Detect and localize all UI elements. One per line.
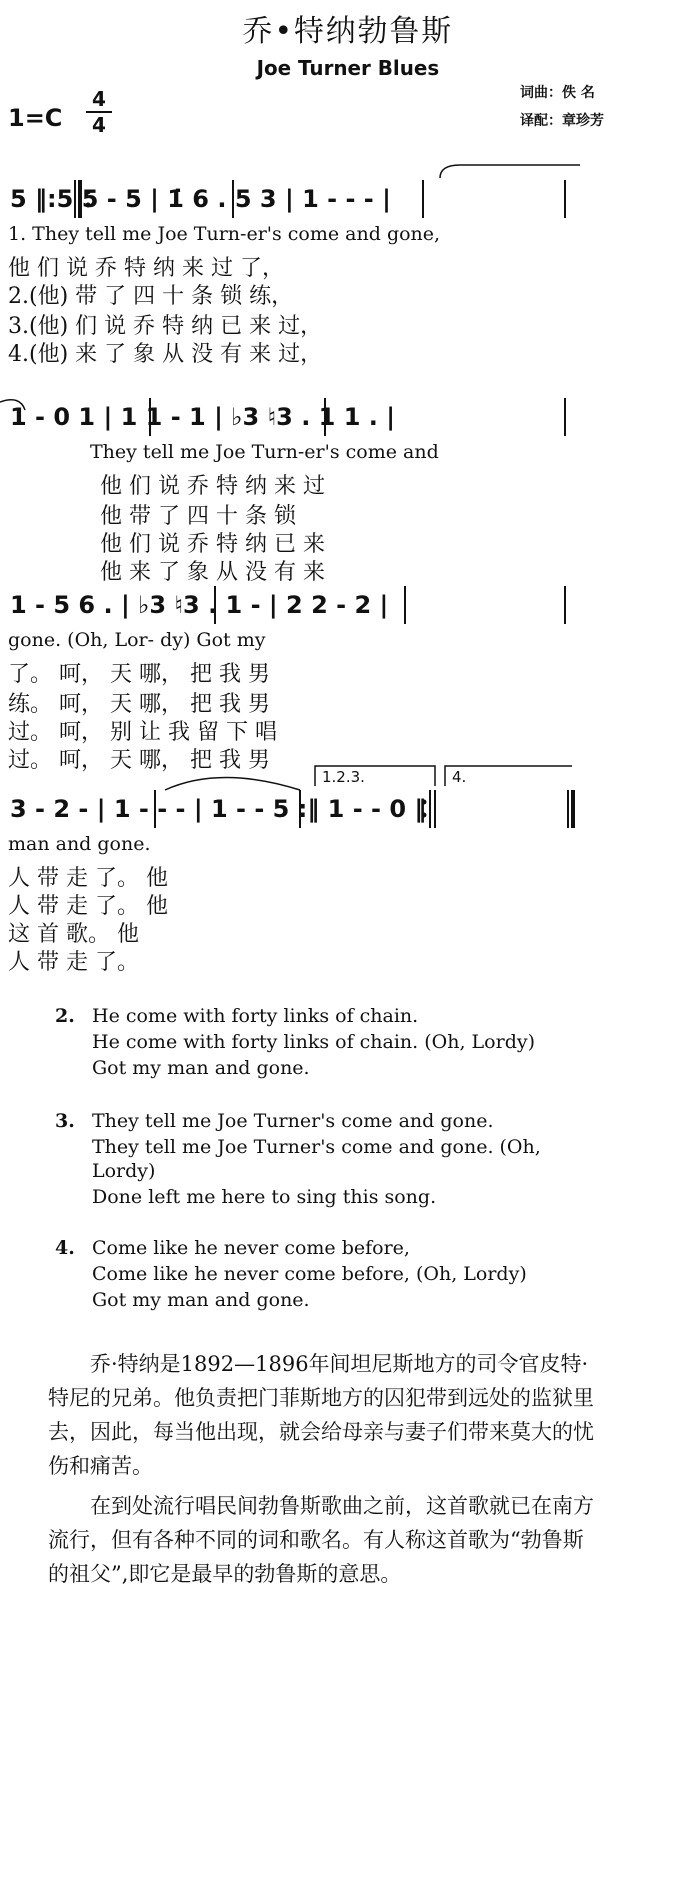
lyric-line: 他 们 说 乔 特 纳 来 过 了， — [8, 256, 284, 281]
note-line: 流行，但有各种不同的词和歌名。有人称这首歌为“勃鲁斯 — [48, 1528, 584, 1552]
verse-line: Come like he never come before, — [92, 1237, 410, 1259]
key-signature: 1=C — [8, 104, 63, 132]
meter-top: 4 — [92, 87, 106, 111]
volta-second-ending: 4. — [452, 768, 467, 786]
lyric-line: 3.(他) 们 说 乔 特 纳 已 来 过， — [8, 314, 323, 339]
verse-line: Got my man and gone. — [92, 1057, 310, 1079]
score-notes-system-1: 5 ‖:5 5 - 5 | 1̇ 6 . 5 3 | 1 - - - | — [10, 185, 391, 213]
verse-line: Done left me here to sing this song. — [92, 1186, 437, 1208]
lyric-line: They tell me Joe Turn-er's come and — [90, 441, 439, 463]
lyric-line: 过。 呵， 别 让 我 留 下 唱 — [8, 720, 277, 745]
note-line: 特尼的兄弟。他负责把门菲斯地方的囚犯带到远处的监狱里 — [48, 1386, 594, 1410]
lyric-line: 人 带 走 了。 他 — [8, 866, 168, 891]
lyric-line: 这 首 歌。 他 — [8, 922, 139, 947]
song-title-chinese: 乔•特纳勃鲁斯 — [242, 14, 454, 49]
lyric-line: 2.(他) 带 了 四 十 条 锁 练， — [8, 284, 294, 309]
verse-line: Come like he never come before, (Oh, Lordy) — [92, 1263, 527, 1285]
credit-composer: 词曲：佚 名 — [520, 85, 595, 101]
score-notes-system-4: 3 - 2 - | 1 - - - | 1 - - 5 :‖ 1 - - 0 ‖ — [10, 795, 427, 823]
lyric-line: 4.(他) 来 了 象 从 没 有 来 过， — [8, 342, 323, 367]
credit-arranger: 译配：章珍芳 — [520, 113, 604, 129]
note-line: 伤和痛苦。 — [48, 1454, 153, 1478]
note-line: 的祖父”,即它是最早的勃鲁斯的意思。 — [48, 1562, 402, 1586]
score-notes-system-2: 1 - 0 1 | 1 1 - 1 | ♭3 ♮3 . 1 1 . | — [10, 403, 396, 431]
verse-number: 3. — [55, 1110, 75, 1132]
note-line: 在到处流行唱民间勃鲁斯歌曲之前，这首歌就已在南方 — [90, 1494, 594, 1518]
verse-number: 2. — [55, 1005, 75, 1027]
verse-line: They tell me Joe Turner's come and gone. — [92, 1110, 494, 1132]
song-title-english: Joe Turner Blues — [256, 56, 440, 80]
meter-bottom: 4 — [92, 113, 106, 137]
lyric-line: 人 带 走 了。 他 — [8, 894, 168, 919]
lyric-line: 他 们 说 乔 特 纳 来 过 — [100, 474, 325, 499]
verse-line: He come with forty links of chain. — [92, 1005, 419, 1027]
lyric-line: gone. (Oh, Lor- dy) Got my — [8, 629, 266, 651]
verse-line: He come with forty links of chain. (Oh, Lordy) — [92, 1031, 536, 1053]
lyric-line: 过。 呵， 天 哪， 把 我 男 — [8, 748, 270, 773]
score-notes-system-3: 1 - 5 6 . | ♭3 ♮3 . 1 - | 2 2 - 2 | — [10, 591, 389, 619]
lyric-line: 他 来 了 象 从 没 有 来 — [100, 560, 325, 585]
volta-first-ending: 1.2.3. — [322, 768, 365, 786]
verse-line: They tell me Joe Turner's come and gone. (Oh, — [92, 1136, 541, 1158]
note-line: 乔·特纳是1892—1896年间坦尼斯地方的司令官皮特· — [90, 1352, 589, 1376]
note-line: 去，因此，每当他出现，就会给母亲与妻子们带来莫大的忧 — [48, 1420, 594, 1444]
lyric-line: 他 们 说 乔 特 纳 已 来 — [100, 532, 325, 557]
lyric-line: 人 带 走 了。 — [8, 950, 139, 975]
verse-number: 4. — [55, 1237, 75, 1259]
verse-line: Lordy) — [92, 1160, 156, 1182]
lyric-line: 了。 呵， 天 哪， 把 我 男 — [8, 662, 270, 687]
lyric-line: 他 带 了 四 十 条 锁 — [100, 504, 296, 529]
lyric-line: 练。 呵， 天 哪， 把 我 男 — [8, 692, 270, 717]
lyric-line: man and gone. — [8, 833, 151, 855]
lyric-line: 1. They tell me Joe Turn-er's come and gone, — [8, 223, 441, 245]
verse-line: Got my man and gone. — [92, 1289, 310, 1311]
